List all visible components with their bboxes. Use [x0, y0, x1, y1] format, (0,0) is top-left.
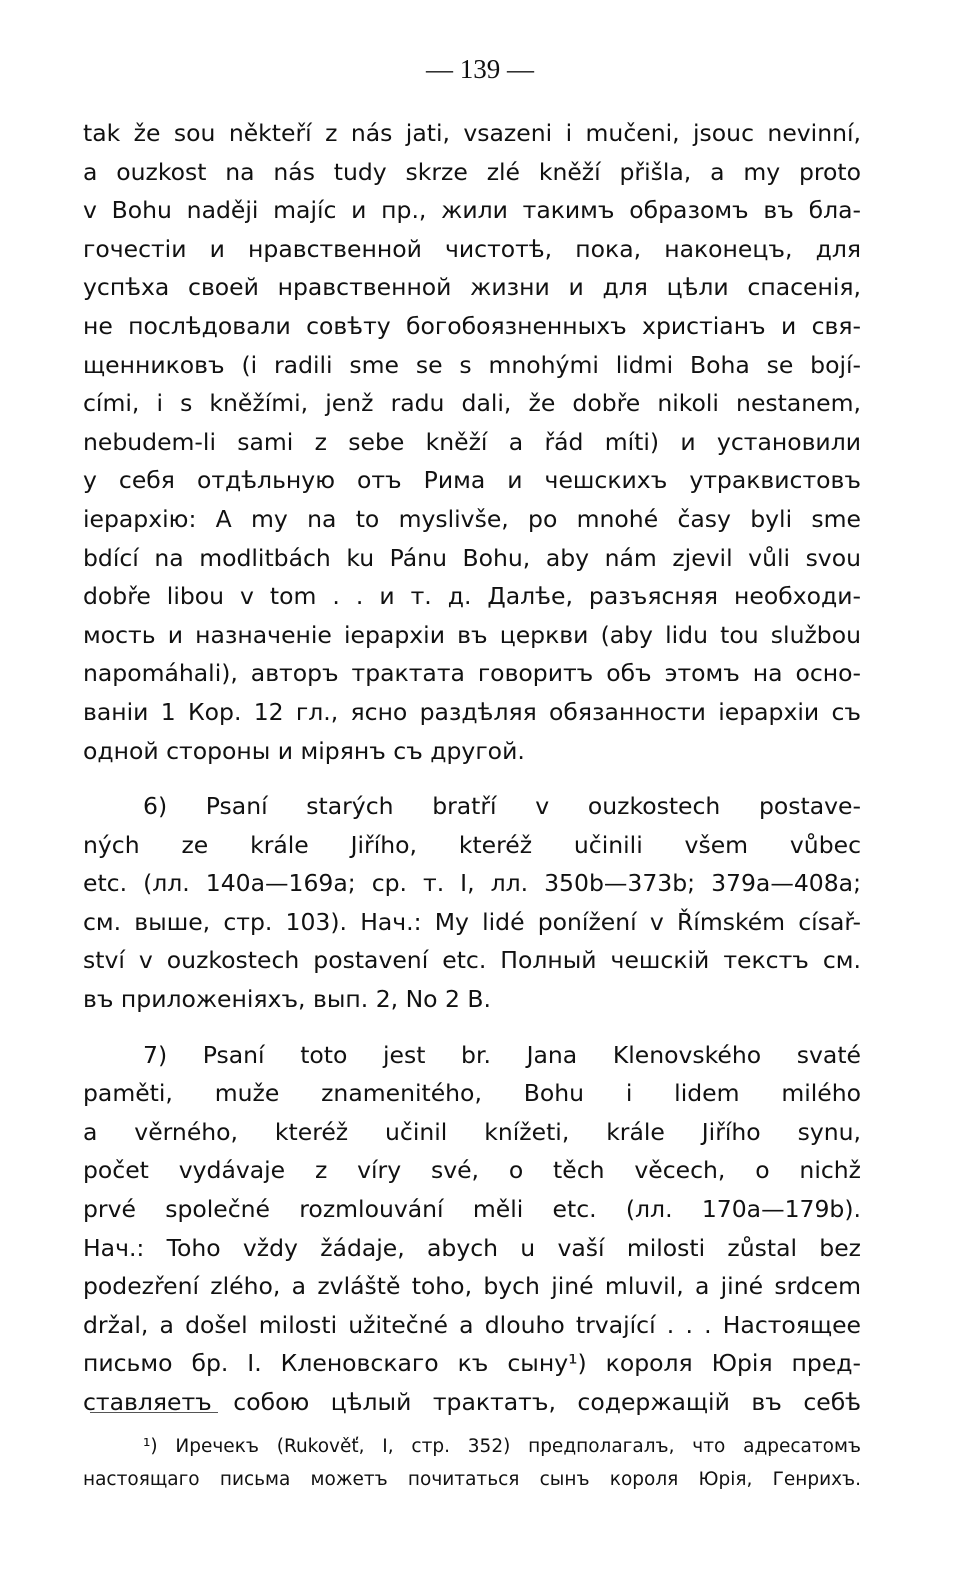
paragraph-3: [83, 1036, 861, 1422]
text-line: prvé společné rozmlouvání měli etc. (лл. 170a—179b).: [83, 1195, 861, 1224]
paragraph-1: [83, 114, 861, 770]
text-line: paměti, muže znamenitého, Bohu i lidem milého: [83, 1079, 861, 1108]
text-line: ваніи 1 Кор. 12 гл., ясно раздѣляя обязанности іерархіи съ: [83, 697, 861, 726]
text-line: bdící na modlitbách ku Pánu Bohu, aby nám zjevil vůli svou: [83, 543, 861, 572]
text-line: ставляетъ собою цѣлый трактатъ, содержащій въ себѣ: [83, 1388, 861, 1416]
text-line: успѣха своей нравственной жизни и для цѣли спасенія,: [83, 273, 861, 302]
text-line: napomáhali), авторъ трактата говоритъ объ этомъ на осно-: [83, 659, 861, 688]
text-line: см. выше, стр. 103). Нач.: My lidé ponížení v Římském císař-: [83, 907, 861, 936]
text-line: a ouzkost na nás tudy skrze zlé kněží přišla, a my proto: [83, 157, 861, 186]
text-line: cími, i s kněžími, jenž radu dali, že dobře nikoli nestanem,: [83, 389, 861, 418]
text-line: podezření zlého, a zvláště toho, bych jiné mluvil, a jiné srdcem: [83, 1272, 861, 1301]
text-line: щенниковъ (i radili sme se s mnohými lidmi Boha se bojí-: [83, 350, 861, 379]
text-line: tak že sou někteří z nás jati, vsazeni i mučeni, jsouc nevinní,: [83, 119, 861, 147]
text-line: ných ze krále Jiřího, kteréž učinili všem vůbec: [83, 830, 861, 859]
text-line: мость и назначеніе іерархіи въ церкви (aby lidu tou službou: [83, 620, 861, 649]
text-line: у себя отдѣльную отъ Рима и чешскихъ утраквистовъ: [83, 466, 861, 495]
footnote-separator: [90, 1412, 218, 1413]
footnote: [83, 1430, 861, 1496]
text-line: іерархію: A my na to myslivše, po mnohé časy byli sme: [83, 504, 861, 533]
text-line: dobře libou v tom . . и т. д. Далѣе, разъясняя необходи-: [83, 582, 861, 611]
text-line: 6) Psaní starých bratří v ouzkostech postave-: [143, 792, 861, 821]
text-line: гочестіи и нравственной чистотѣ, пока, наконецъ, для: [83, 234, 861, 263]
text-line: въ приложеніяхъ, вып. 2, No 2 B.: [83, 985, 492, 1014]
paragraph-2: [83, 787, 861, 1019]
text-line: Нач.: Toho vždy žádaje, abych u vaší milosti zůstal bez: [83, 1233, 861, 1262]
text-line: ství v ouzkostech postavení etc. Полный чешскій текстъ см.: [83, 946, 861, 975]
body-text: [83, 114, 861, 1422]
paragraph-gap: [83, 1019, 861, 1036]
footnote-line: настоящаго письма можетъ почитаться сынъ короля Юрія, Генрихъ.: [83, 1469, 861, 1490]
text-line: etc. (лл. 140a—169a; ср. т. I, лл. 350b—373b; 379a—408a;: [83, 869, 861, 898]
text-line: a věrného, kteréž učinil knížeti, krále Jiřího synu,: [83, 1117, 861, 1146]
footnote-line: ¹) Иречекъ (Rukověť, I, стр. 352) предполагалъ, что адресатомъ: [143, 1436, 861, 1457]
text-line: не послѣдовали совѣту богобоязненныхъ христіанъ и свя-: [83, 311, 861, 340]
text-line: 7) Psaní toto jest br. Jana Klenovského svaté: [143, 1040, 861, 1069]
text-line: držal, a došel milosti užitečné a dlouho trvající . . . Настоящее: [83, 1310, 861, 1339]
text-line: počet vydávaje z víry své, o těch věcech, o nichž: [83, 1156, 861, 1185]
page-number: — 139 —: [426, 54, 534, 84]
paragraph-gap: [83, 770, 861, 787]
text-line: одной стороны и мірянъ съ другой.: [83, 736, 525, 765]
text-line: письмо бр. I. Кленовскаго къ сыну¹) короля Юрія пред-: [83, 1349, 861, 1378]
text-line: nebudem-li sami z sebe kněží a řád míti) и установили: [83, 427, 861, 456]
text-line: v Bohu naději majíc и пр., жили такимъ образомъ въ бла-: [83, 196, 861, 225]
